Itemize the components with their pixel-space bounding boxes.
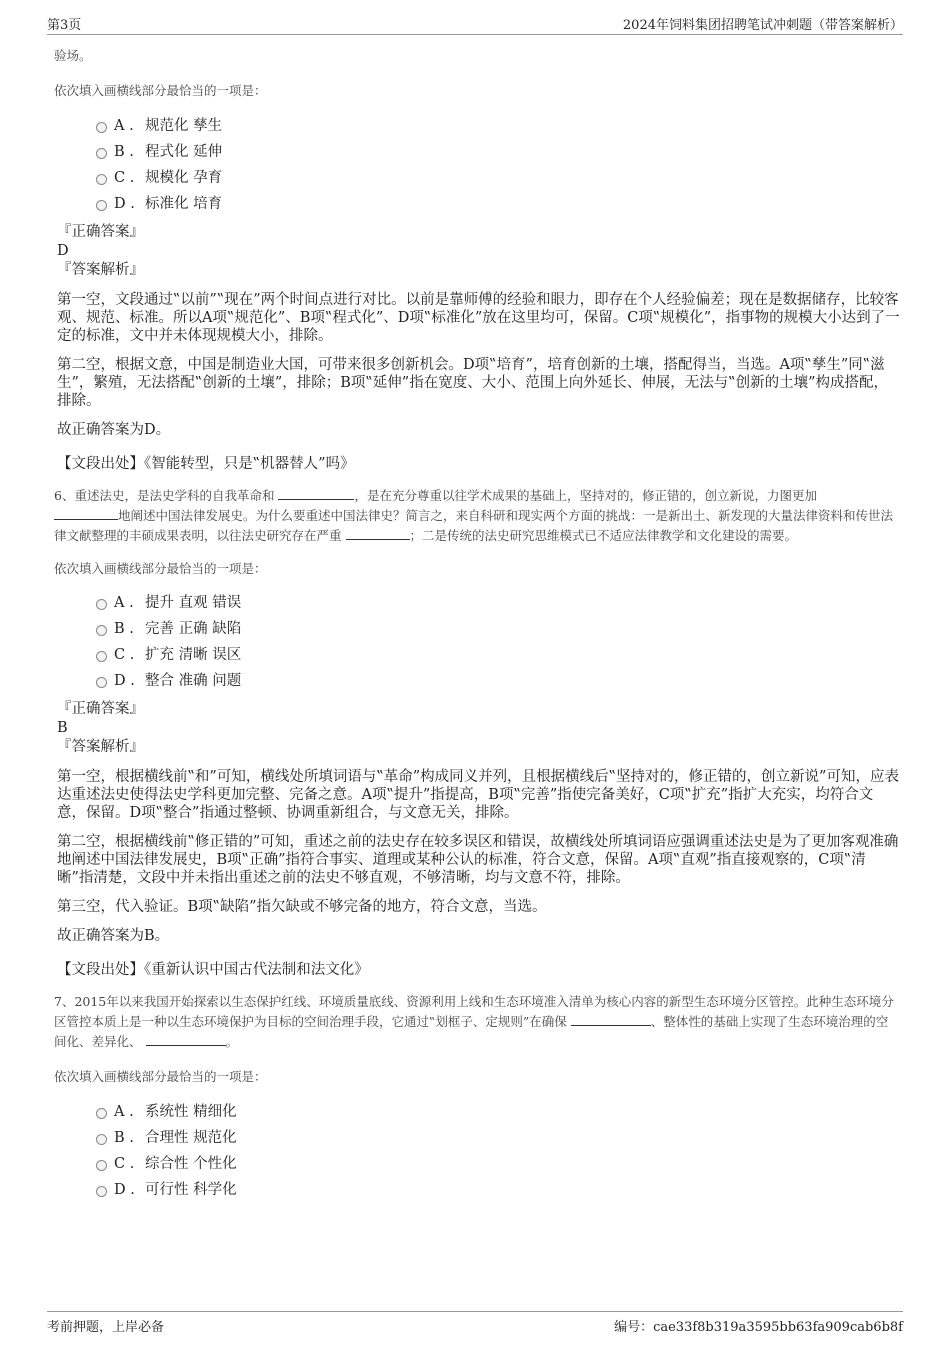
radio-icon[interactable] [96,677,107,688]
radio-icon[interactable] [96,599,107,610]
page-footer [47,1311,903,1338]
analysis-label: 『答案解析』 [57,262,144,278]
fill-blank [146,1033,226,1046]
answer-label: 『正确答案』 [57,224,144,240]
question-prompt: 依次填入画横线部分最恰当的一项是： [54,561,267,576]
option-a[interactable]: A . 系统性 精细化 [54,1099,900,1125]
option-d[interactable]: D . 整合 准确 问题 [54,668,900,694]
option-b[interactable]: B . 完善 正确 缺陷 [54,616,900,642]
fill-blank [571,1013,651,1026]
radio-icon[interactable] [96,1108,107,1119]
analysis-paragraph: 第一空，根据横线前‟和”可知，横线处所填词语与‟革命”构成同义并列，且根据横线后‟坚持对的，修正错的，创立新说”可知，应表达重述法史使得法史学科更加完整、完备之意。A项‟提升”指提高，B项‟完善”指使完备美好，C项‟扩充”指扩大充实，均符合文意，保留。D项‟整合”指通过整顿、协调重新组合，与文意无关，排除。 [57,769,899,821]
option-b[interactable]: B . 程式化 延伸 [54,139,900,165]
option-a[interactable]: A . 规范化 孳生 [54,113,900,139]
question-5 [54,46,900,473]
option-b[interactable]: B . 合理性 规范化 [54,1125,900,1151]
radio-icon[interactable] [96,625,107,636]
option-d[interactable]: D . 标准化 培育 [54,191,900,217]
document-title: 2024年饲料集团招聘笔试冲刺题（带答案解析） [622,18,903,33]
fill-blank [54,507,118,520]
analysis-paragraph: 第二空，根据横线前‟修正错的”可知，重述之前的法史存在较多误区和错误，故横线处所填词语应强调重述法史是为了更加客观准确地阐述中国法律发展史，B项‟正确”指符合事实、道理或某种公认的标准，符合文意，保留。A项‟直观”指直接观察的，C项‟清晰”指清楚，文段中并未指出重述之前的法史不够直观，不够清晰，均与文意不符，排除。 [57,834,899,886]
radio-icon[interactable] [96,651,107,662]
source-citation: 【文段出处】《重新认识中国古代法制和法文化》 [57,962,369,978]
source-citation: 【文段出处】《智能转型，只是‟机器替人”吗》 [57,456,355,472]
radio-icon[interactable] [96,174,107,185]
analysis-paragraph: 第三空，代入验证。B项‟缺陷”指欠缺或不够完备的地方，符合文意，当选。 [57,899,547,915]
analysis-paragraph: 第二空，根据文意，中国是制造业大国，可带来很多创新机会。D项‟培育”，培育创新的土壤，搭配得当，当选。A项‟孳生”同‟滋生”，繁殖，无法搭配‟创新的土壤”，排除；B项‟延伸”指在宽度、大小、范围上向外延长、伸展，无法与‟创新的土壤”构成搭配，排除。 [57,357,889,409]
answer-value: B [57,720,68,736]
question-prompt: 依次填入画横线部分最恰当的一项是： [54,1069,267,1084]
analysis-paragraph: 故正确答案为B。 [57,928,170,944]
footer-slogan: 考前押题，上岸必备 [47,1320,165,1335]
option-a[interactable]: A . 提升 直观 错误 [54,590,900,616]
question-stem: 6、重述法史，是法史学科的自我革命和 ，是在充分尊重以往学术成果的基础上，坚持对的，修正错的，创立新说，力图更加 地阐述中国法律发展史。为什么要重述中国法律史？简言之，来自科研和现实两个方面的挑战：一是新出土、新发现的大量法律资料和传世法律文献整理的丰硕成果表明，以往法史研究存在严重 ；二是传统的法史研究思维模式已不适应法律教学和文化建设的需要。 [54,488,894,543]
fill-blank [346,527,410,540]
analysis-paragraph: 第一空，文段通过‟以前”‟现在”两个时间点进行对比。以前是靠师傅的经验和眼力，即存在个人经验偏差；现在是数据储存，比较客观、规范、标准。所以A项‟规范化”、B项‟程式化”、D项‟标准化”放在这里均可，保留。C项‟规模化”，指事物的规模大小达到了一定的标准，文中并未体现规模大小，排除。 [57,292,900,344]
question-number: 7、 [54,994,75,1009]
analysis-paragraph: 故正确答案为D。 [57,422,171,438]
question-stem: 7、2015年以来我国开始探索以生态保护红线、环境质量底线、资源利用上线和生态环境准入清单为核心内容的新型生态环境分区管控。此种生态环境分区管控本质上是一种以生态环境保护为目标的空间治理手段，它通过‟划框子、定规则”在确保 、整体性的基础上实现了生态环境治理的空间化、差异化、 。 [54,994,894,1049]
radio-icon[interactable] [96,1160,107,1171]
option-c[interactable]: C . 规模化 孕育 [54,165,900,191]
option-list [54,590,900,694]
radio-icon[interactable] [96,200,107,211]
page-header [47,10,903,35]
option-d[interactable]: D . 可行性 科学化 [54,1177,900,1203]
page-number: 第3页 [47,18,82,33]
radio-icon[interactable] [96,1134,107,1145]
question-7 [54,992,900,1203]
question-6 [54,486,900,979]
question-prompt: 依次填入画横线部分最恰当的一项是： [54,83,267,98]
option-c[interactable]: C . 扩充 清晰 误区 [54,642,900,668]
page-content [54,46,900,1203]
question-number: 6、 [54,488,75,503]
option-list [54,113,900,217]
answer-value: D [57,243,69,259]
option-list [54,1099,900,1203]
analysis-label: 『答案解析』 [57,739,144,755]
fill-blank [278,487,354,500]
option-c[interactable]: C . 综合性 个性化 [54,1151,900,1177]
answer-label: 『正确答案』 [57,701,144,717]
question-stem-tail: 验场。 [54,48,92,63]
radio-icon[interactable] [96,148,107,159]
radio-icon[interactable] [96,122,107,133]
radio-icon[interactable] [96,1186,107,1197]
document-code: 编号：cae33f8b319a3595bb63fa909cab6b8f [614,1320,903,1335]
